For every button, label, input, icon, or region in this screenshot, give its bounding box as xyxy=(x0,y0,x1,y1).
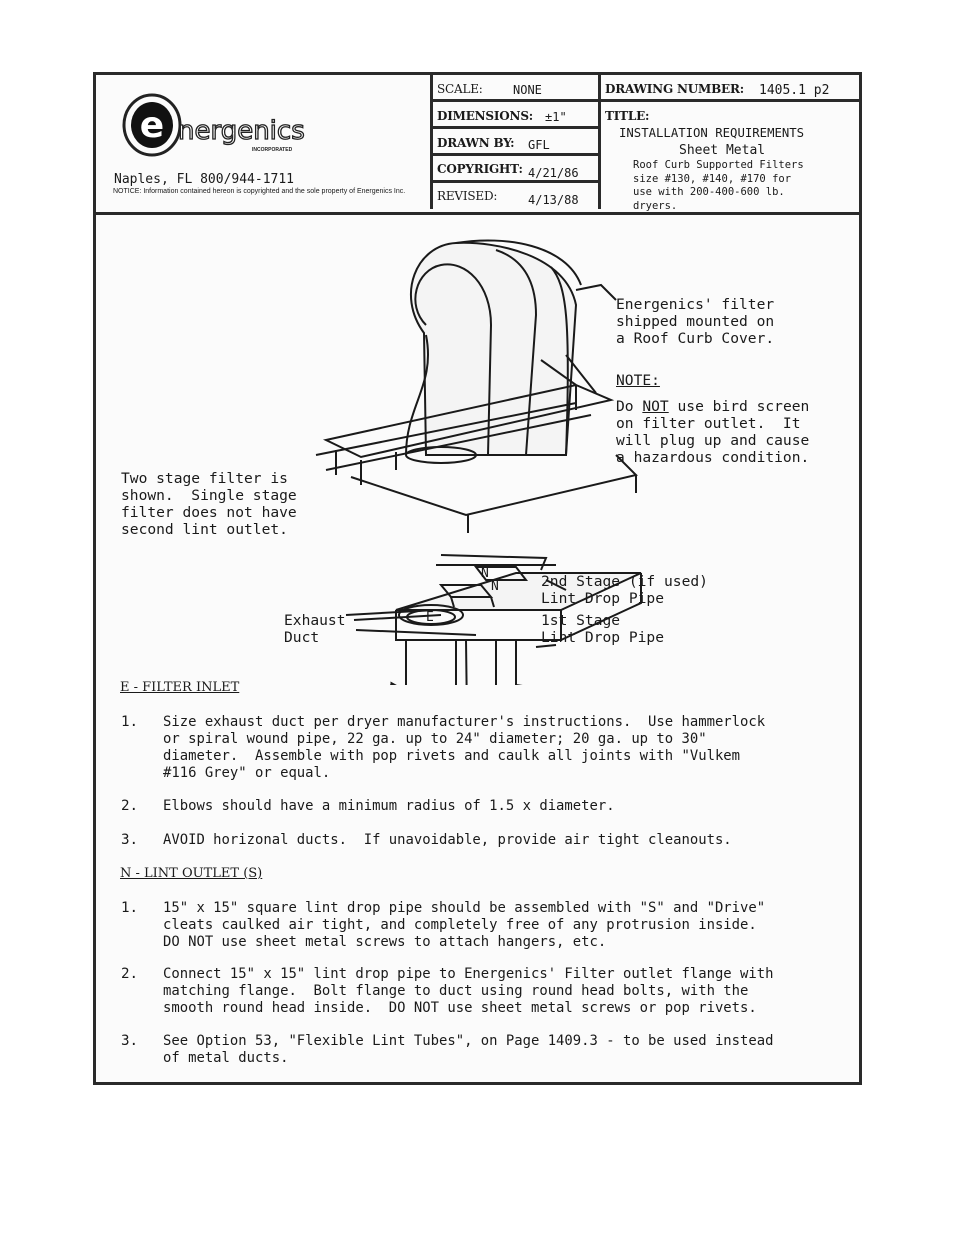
drawing-number-cell xyxy=(601,75,859,102)
copyright-cell xyxy=(433,156,598,183)
drawn-by-cell xyxy=(433,129,598,156)
energenics-logo xyxy=(114,83,314,163)
two-stage-note: Two stage filter is shown. Single stage filter does not have second lint outlet. xyxy=(121,470,297,538)
drawn-by-value: GFL xyxy=(528,138,550,152)
revised-value: 4/13/88 xyxy=(528,193,579,207)
title-cell xyxy=(601,102,859,212)
n-item-2-num: 2. xyxy=(121,966,139,982)
scale-label: SCALE: xyxy=(437,82,483,96)
note-label: NOTE: xyxy=(616,372,660,389)
drawing-number-value: 1405.1 p2 xyxy=(759,83,830,98)
copyright-value: 4/21/86 xyxy=(528,166,579,180)
exhaust-duct-label: Exhaust Duct xyxy=(284,612,346,646)
e-item-1-text: Size exhaust duct per dryer manufacturer's instructions. Use hammerlock or spiral wound pipe, 22 ga. up to 24" diameter; 20 ga. up to 30" diameter. Assemble with pop rivets and caulk all joints with "Vulkem #116 Grey" or equal. xyxy=(163,714,766,781)
dimensions-cell xyxy=(433,102,598,129)
revised-label: REVISED: xyxy=(437,189,498,203)
e-item-1-num: 1. xyxy=(121,714,139,730)
drawing-number-label: DRAWING NUMBER: xyxy=(605,82,744,96)
title-line-1: INSTALLATION REQUIREMENTS xyxy=(619,126,805,140)
scale-value: NONE xyxy=(513,83,542,97)
second-stage-label: 2nd Stage (if used) Lint Drop Pipe xyxy=(541,573,708,607)
drawing-sheet xyxy=(93,72,862,1085)
marker-n-lower: N xyxy=(491,579,499,594)
drawn-by-label: DRAWN BY: xyxy=(437,136,515,150)
marker-e: E xyxy=(426,610,434,625)
n-item-1-text: 15" x 15" square lint drop pipe should be assembled with "S" and "Drive" cleats caulked air tight, and completely free of any protrusion inside. DO NOT use sheet metal screws to attach hangers, etc. xyxy=(163,900,766,950)
e-item-3-text: AVOID horizonal ducts. If unavoidable, provide air tight cleanouts. xyxy=(163,832,732,848)
marker-n-upper: N xyxy=(481,566,489,581)
e-item-2-text: Elbows should have a minimum radius of 1.5 x diameter. xyxy=(163,798,615,814)
logo-wordmark: nergenics xyxy=(178,116,305,146)
title-description: Roof Curb Supported Filters size #130, #140, #170 for use with 200-400-600 lb. dryers. xyxy=(633,159,804,212)
note-text-2: use bird screen on filter outlet. It will plug up and cause a hazardous condition. xyxy=(616,398,810,466)
scale-cell xyxy=(433,75,598,102)
first-stage-label: 1st Stage Lint Drop Pipe xyxy=(541,612,665,646)
n-item-2-text: Connect 15" x 15" lint drop pipe to Energenics' Filter outlet flange with matching flange. Bolt flange to duct using round head bolts, with the smooth round head inside. DO NOT use sheet metal screws or pop rivets. xyxy=(163,966,774,1016)
note-text xyxy=(616,398,809,466)
logo-initial: e xyxy=(139,105,165,146)
section-n-title: N - LINT OUTLET (S) xyxy=(120,866,263,881)
notice-text: NOTICE: Information contained hereon is copyrighted and the sole property of Energenics Inc. xyxy=(113,188,406,195)
logo-sub: INCORPORATED xyxy=(252,147,293,153)
e-item-2-num: 2. xyxy=(121,798,139,814)
copyright-label: COPYRIGHT: xyxy=(437,162,523,176)
dimensions-label: DIMENSIONS: xyxy=(437,109,534,123)
title-label: TITLE: xyxy=(605,109,650,123)
dimensions-value: ±1" xyxy=(545,110,567,124)
callout-filter: Energenics' filter shipped mounted on a Roof Curb Cover. xyxy=(616,296,775,347)
logo-block xyxy=(96,75,433,209)
title-column xyxy=(601,75,859,212)
e-item-3-num: 3. xyxy=(121,832,139,848)
n-item-3-text: See Option 53, "Flexible Lint Tubes", on Page 1409.3 - to be used instead of metal ducts. xyxy=(163,1033,774,1066)
n-item-1-num: 1. xyxy=(121,900,139,916)
note-not: NOT xyxy=(642,398,669,415)
title-line-2: Sheet Metal xyxy=(679,143,766,158)
title-block xyxy=(96,75,859,215)
info-column xyxy=(433,75,601,209)
note-text-1: Do xyxy=(616,398,643,415)
location-text: Naples, FL 800/944-1711 xyxy=(114,172,295,187)
revised-cell xyxy=(433,183,598,209)
section-e-title: E - FILTER INLET xyxy=(120,680,240,695)
n-item-3-num: 3. xyxy=(121,1033,139,1049)
